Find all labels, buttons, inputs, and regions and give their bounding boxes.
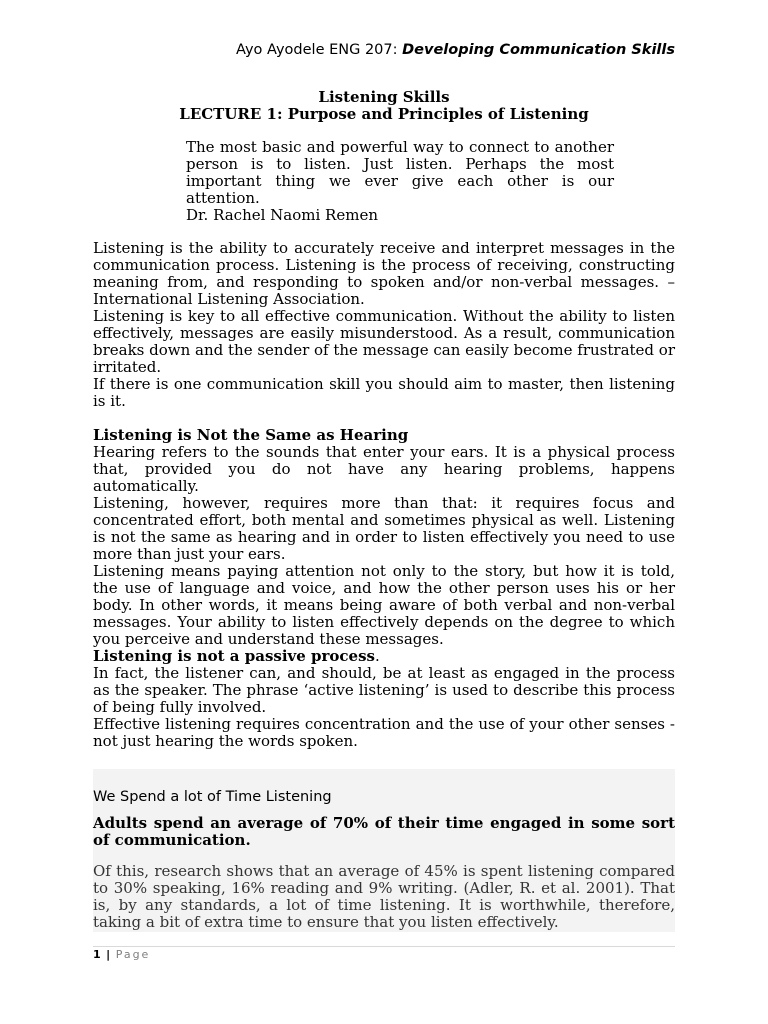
callout-title: We Spend a lot of Time Listening [93,789,332,805]
page-footer [93,948,150,961]
lecture-title: LECTURE 1: Purpose and Principles of Listening [179,105,589,123]
page-label: Page [115,948,151,961]
paragraph-hearing: Hearing refers to the sounds that enter your ears. It is a physical process that, provided you do not have any hearing problems, happens automatically. [93,443,675,495]
quote-text: The most basic and powerful way to connect to another person is to listen. Just listen. Perhaps the most important thing we ever give each other is our attention. [186,138,614,207]
paragraph-paying-attention: Listening means paying attention not only to the story, but how it is told, the use of language and voice, and how the other person uses his or her body. In other words, it means being aware of both verbal and non-verbal messages. Your ability to listen effectively depends on the degree to which you perceive and understand these messages. [93,562,675,648]
section-heading-passive [93,648,675,665]
callout-box [93,769,675,932]
document-title: Listening Skills [318,88,450,106]
page-header [93,42,675,58]
quote-attribution: Dr. Rachel Naomi Remen [186,206,378,224]
paragraph-master: If there is one communication skill you should aim to master, then listening is it. [93,375,675,410]
callout-highlight: Adults spend an average of 70% of their time engaged in some sort of communication. [93,814,675,849]
header-author-course: Ayo Ayodele ENG 207: [236,42,403,58]
paragraph-effective: Effective listening requires concentration and the use of your other senses - not just hearing the words spoken. [93,715,675,750]
page-number: 1 [93,948,101,961]
footer-divider [93,946,675,947]
paragraph-gap [93,410,675,427]
section-heading-passive-text: Listening is not a passive process [93,647,375,665]
callout-text: Of this, research shows that an average of 45% is spent listening compared to 30% speaking, 16% reading and 9% writing. (Adler, R. et al. 2001). That is, by any standards, a lot of time listening. It is worthwhile, therefore, taking a bit of extra time to ensure that you listen effectively. [93,862,675,931]
paragraph-definition: Listening is the ability to accurately receive and interpret messages in the communication process. Listening is the process of receiving, constructing meaning from, and responding to spoken and/or non-verbal messages. – International Listening Association. [93,239,675,308]
paragraph-engaged: In fact, the listener can, and should, be at least as engaged in the process as the speaker. The phrase ‘active listening’ is used to describe this process of being fully involved. [93,664,675,716]
header-course-title: Developing Communication Skills [402,42,675,58]
footer-separator: | [106,948,111,961]
paragraph-importance: Listening is key to all effective communication. Without the ability to listen effectively, messages are easily misunderstood. As a result, communication breaks down and the sender of the message can easily become frustrated or irritated. [93,307,675,376]
paragraph-listening-requires: Listening, however, requires more than that: it requires focus and concentrated effort, both mental and sometimes physical as well. Listening is not the same as hearing and in order to listen effectively you need to use more than just your ears. [93,494,675,563]
body-text [93,240,675,750]
section-heading-hearing: Listening is Not the Same as Hearing [93,426,409,444]
section-heading-passive-period: . [375,647,380,665]
epigraph-quote [186,139,614,224]
